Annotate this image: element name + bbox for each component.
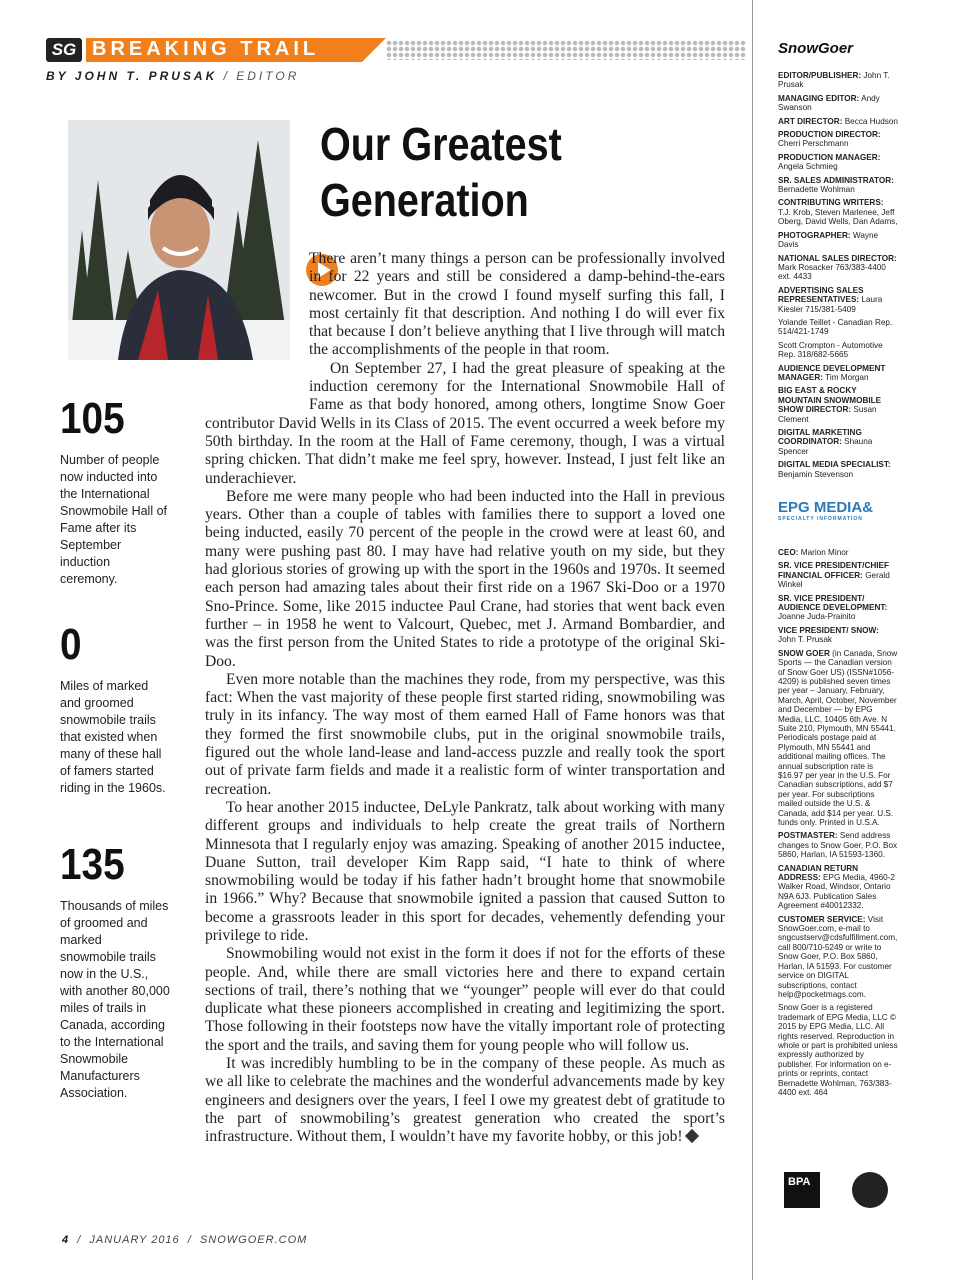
masthead-entry <box>778 626 898 645</box>
masthead-label: CEO: <box>778 548 799 558</box>
masthead-value: Andy Swanson <box>778 93 880 113</box>
masthead-label: PRODUCTION DIRECTOR: <box>778 130 881 140</box>
masthead-label: PRODUCTION MANAGER: <box>778 152 881 162</box>
stat-block <box>60 396 170 588</box>
staff-list <box>778 71 898 479</box>
masthead-value: Mark Rosacker 763/383-4400 ext. 4433 <box>778 262 886 282</box>
paragraph: There aren’t many things a person can be professionally involved in for 22 years and still be considered a damp-behind-the-ears newcomer. But in the crowd I found myself surfing this fall, I most certainly fit that description. And nothing I do will ever fix that because I don’t believe anything that I live through will match the accomplishments of the people in that room. <box>309 250 725 359</box>
masthead-entry <box>778 71 898 90</box>
masthead-label: ADVERTISING SALES REPRESENTATIVES: <box>778 285 864 305</box>
masthead-entry <box>778 428 898 456</box>
page-number: 4 <box>62 1234 70 1246</box>
masthead-label: SR. SALES ADMINISTRATOR: <box>778 175 894 185</box>
masthead-entry <box>778 548 898 557</box>
masthead-value: (in Canada, Snow Sports — the Canadian version of Snow Goer US) (ISSN#1056-4209) is published seven times per year – January, February, March, April, October, November and December — by EPG Media, LLC, 10405 6th Ave. N Suite 210, Plymouth, MN 55441. Periodicals postage paid at Plymouth, MN 55441 and additional mailing offices. The annual subscription rate is $16.97 per year in the U.S. For Canadian subscriptions, add $7 per year. For subscriptions mailed outside the U.S. & Canada, add $14 per year. U.S. funds only. Printed in U.S.A. <box>778 648 898 827</box>
masthead-value: Gerald Winkel <box>778 570 890 590</box>
masthead-label: MANAGING EDITOR: <box>778 93 860 103</box>
masthead-label: PHOTOGRAPHER: <box>778 230 851 240</box>
masthead-value: Marion Minor <box>800 548 849 558</box>
masthead-entry <box>778 286 898 314</box>
masthead-value: EPG Media, 4960-2 Walker Road, Windsor, Ontario N9A 6J3. Publication Sales Agreement #40012332. <box>778 873 895 911</box>
masthead-entry <box>778 94 898 113</box>
paragraph: Before me were many people who had been inducted into the Hall in previous years. Other than a couple of tables with families there to support a loved one being inducted, easily 70 percent of the people in the crowd were at least 60, and many were pushing past 80. I may have had relative youth on my side, but they had glorious stories of growing up with the sport in the 1960s and 1970s. It seemed each person had amazing tales about their first ride on a 1967 Ski-Doo or a 1970 Sno-Prince. Some, like 2015 inductee Paul Crane, had stories that went back even further – in 1958 he went to Valcourt, Quebec, met J. Armand Bombardier, and was the first person from the United States to ride a prototype of the original Ski-Doo. <box>205 487 725 670</box>
corporate-list <box>778 548 898 1097</box>
end-mark-icon <box>685 1129 699 1143</box>
masthead-label: ART DIRECTOR: <box>778 116 843 126</box>
masthead-label: BIG EAST & ROCKY MOUNTAIN SNOWMOBILE SHOW DIRECTOR: <box>778 386 882 415</box>
stat-block <box>60 842 170 1102</box>
dotted-pattern <box>386 40 746 60</box>
masthead-label: VICE PRESIDENT/ SNOW: <box>778 625 879 635</box>
snowgoer-logo: SnowGoer <box>778 40 854 57</box>
masthead-label: CONTRIBUTING WRITERS: <box>778 198 884 208</box>
masthead-entry <box>778 364 898 383</box>
masthead-label: CUSTOMER SERVICE: <box>778 914 866 924</box>
masthead-label: DIGITAL MEDIA SPECIALIST: <box>778 460 891 470</box>
masthead-entry <box>778 831 898 859</box>
paragraph: To hear another 2015 inductee, DeLyle Pankratz, talk about working with many different groups and individuals to help create the great trails of Northern Minnesota that I regularly enjoy was amazing. Speaking of another 2015 inductee, Duane Sutton, trail developer Kim Rapp said, “I hate to think of where snowmobiling would be today if his father hadn’t brought home that snowmobile in 1966.” Why? Because that snowmobile ignited a passion that caused Sutton to become a grassroots leader in this sport for decades, vehemently defending your privilege to ride. <box>205 798 725 944</box>
paragraph: Snowmobiling would not exist in the form it does if not for the efforts of these people. And, while there are small victories here and there to expand certain sections of trail, there’s nothing that we “younger” people will ever do that could duplicate what these pioneers accomplished in creating and legitimizing the sport. Those following in their footsteps now have the vitally important role of protecting the sport and the trails, and saving them for young people who will follow us. <box>205 945 725 1054</box>
masthead-label: SR. VICE PRESIDENT/CHIEF FINANCIAL OFFICER: <box>778 561 890 580</box>
title-line-1: Our Greatest <box>320 118 562 170</box>
masthead-value: Susan Clement <box>778 405 877 424</box>
masthead-value: Bernadette Wohlman <box>778 185 855 195</box>
masthead-value: Benjamin Stevenson <box>778 469 854 479</box>
masthead-label: AUDIENCE DEVELOPMENT MANAGER: <box>778 363 886 382</box>
masthead-entry <box>778 561 898 589</box>
masthead-entry <box>778 341 898 360</box>
byline-name: BY JOHN T. PRUSAK <box>46 69 218 83</box>
masthead-entry <box>778 153 898 172</box>
masthead-value: Shauna Spencer <box>778 437 873 456</box>
masthead-label: CANADIAN RETURN ADDRESS: <box>778 863 859 883</box>
masthead-value: John T. Prusak <box>778 71 890 90</box>
masthead-label: EDITOR/PUBLISHER: <box>778 71 862 80</box>
masthead-entry <box>778 198 898 226</box>
sg-logo: SG <box>46 38 82 62</box>
masthead-value: Scott Crompton - Automotive Rep. 318/682-5665 <box>778 340 883 360</box>
page-footer: 4 / JANUARY 2016 / SNOWGOER.COM <box>62 1234 308 1246</box>
masthead-entry <box>778 1003 898 1097</box>
masthead-entry <box>778 460 898 479</box>
epg-media-logo <box>778 499 898 522</box>
masthead-value: T.J. Krob, Steven Marlenee, Jeff Oberg, David Wells, Dan Adams, <box>778 207 898 227</box>
masthead-entry <box>778 254 898 282</box>
masthead-label: POSTMASTER: <box>778 831 838 841</box>
masthead-label: NATIONAL SALES DIRECTOR: <box>778 253 897 263</box>
masthead-label: SNOW GOER <box>778 648 830 658</box>
epg-logo-text: EPG MEDIA& <box>778 499 874 517</box>
column-divider <box>752 0 753 1280</box>
stat-description: Number of people now inducted into the International Snowmobile Hall of Fame after its September induction ceremony. <box>60 453 167 586</box>
masthead-value: Snow Goer is a registered trademark of EPG Media, LLC © 2015 by EPG Media, LLC. All rights reserved. Reproduction in whole or part is prohibited unless expressly authorized by publisher. For information on e-prints or reprints, contact Bernadette Wohlman, 763/383-4400 ext. 464 <box>778 1003 898 1097</box>
masthead-value: John T. Prusak <box>778 635 833 645</box>
badges <box>780 1172 900 1212</box>
masthead-value: Laura Kiesler 715/381-5409 <box>778 295 883 314</box>
section-header <box>46 38 746 62</box>
byline: BY JOHN T. PRUSAK / EDITOR <box>46 69 300 83</box>
masthead-entry <box>778 594 898 622</box>
bpa-badge-icon: BPA <box>784 1172 820 1208</box>
masthead-value: Angela Schmieg <box>778 162 838 172</box>
masthead-value: Yolande Teillet - Canadian Rep. 514/421-1749 <box>778 317 893 337</box>
masthead-value: Visit SnowGoer.com, e-mail to sngcustserv@cdsfulfillment.com, call 800/710-5249 or write to Snow Goer, P.O. Box 5860, Harlan, IA 51593. For customer service on DIGITAL subscriptions, contact help@pocketmags.com. <box>778 914 898 999</box>
masthead-entry <box>778 864 898 911</box>
masthead-value: Cherri Perschmann <box>778 139 849 149</box>
title-line-2: Generation <box>320 174 529 226</box>
section-title: BREAKING TRAIL <box>92 38 320 60</box>
last-paragraph-text: It was incredibly humbling to be in the company of these people. As much as we all like to celebrate the machines and the wonderful advancements made by key engineers and designers over the years, I feel I owe my greatest debt of gratitude to the part of snowmobiling’s greatest generation who created the sport’s infrastructure. Without them, I wouldn’t have my favorite hobby, or this job! <box>205 1055 726 1146</box>
website: SNOWGOER.COM <box>199 1234 308 1246</box>
masthead-entry <box>778 386 898 424</box>
masthead <box>778 40 898 1101</box>
stat-number: 105 <box>60 394 125 443</box>
masthead-label: SR. VICE PRESIDENT/ AUDIENCE DEVELOPMENT: <box>778 593 888 613</box>
epg-logo-sub: SPECIALTY INFORMATION <box>778 516 863 523</box>
masthead-entry <box>778 915 898 1000</box>
masthead-value: Send address changes to Snow Goer, P.O. Box 5860, Harlan, IA 51593-1360. <box>778 831 898 860</box>
masthead-value: Tim Morgan <box>825 372 869 382</box>
paragraph: Even more notable than the machines they rode, from my perspective, was this fact: When the vast majority of these people first started riding, snowmobiling was truly in its infancy. The way most of them earned Hall of Fame honors was that they formed the first snowmobile clubs, put in the original snowmobile trails, figured out the whole land-lease and land-access puzzle and really took the sport out of private farm fields and made it a realistic form of winter transportation and recreation. <box>205 670 725 798</box>
stat-description: Thousands of miles of groomed and marked snowmobile trails now in the U.S., with another 80,000 miles of trails in Canada, according to the International Snowmobile Manufacturers Association. <box>60 899 170 1100</box>
snowmobile-badge-icon <box>852 1172 888 1208</box>
masthead-entry <box>778 130 898 149</box>
stat-number: 0 <box>60 620 82 669</box>
masthead-entry <box>778 318 898 337</box>
masthead-value: Becca Hudson <box>844 116 898 126</box>
masthead-entry <box>778 117 898 126</box>
masthead-entry <box>778 176 898 195</box>
article-title <box>320 116 647 228</box>
byline-role: EDITOR <box>236 69 300 83</box>
masthead-entry <box>778 649 898 828</box>
paragraph: On September 27, I had the great pleasure of speaking at the induction ceremony for the International Snowmobile Hall of Fame as that body honored, among others, longtime Snow Goer contributor David Wells in its Class of 2015. The event occurred a week before my 50th birthday. In the room at the Hall of Fame ceremony, though, I was a virtual spring chicken. That didn’t make me feel spry, however. Instead, I just felt like an underachiever. <box>205 359 725 487</box>
masthead-value: Joanne Juda-Prainito <box>778 612 856 622</box>
article-body <box>205 250 725 1147</box>
issue-date: JANUARY 2016 <box>89 1234 180 1246</box>
masthead-entry <box>778 231 898 250</box>
stat-number: 135 <box>60 840 125 889</box>
paragraph <box>205 1055 725 1146</box>
masthead-label: DIGITAL MARKETING COORDINATOR: <box>778 428 862 447</box>
stat-block <box>60 622 170 797</box>
stat-description: Miles of marked and groomed snowmobile trails that existed when many of these hall of famers started riding in the 1960s. <box>60 679 166 795</box>
masthead-value: Wayne Davis <box>778 230 879 250</box>
